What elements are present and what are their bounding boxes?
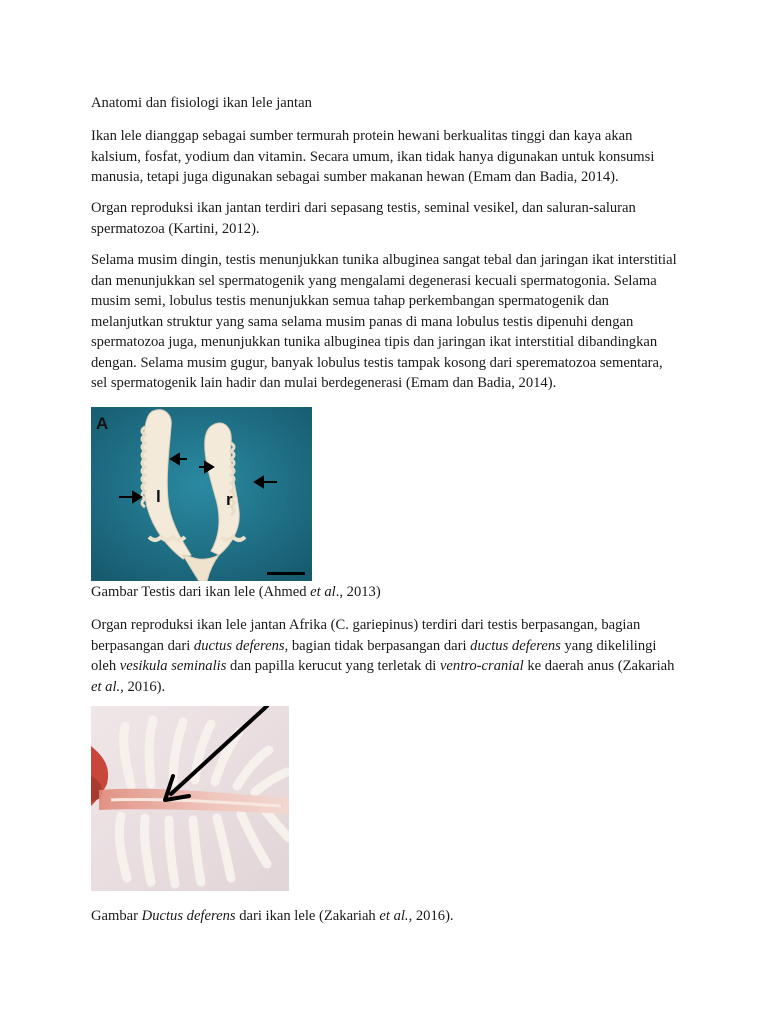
paragraph-2: Organ reproduksi ikan jantan terdiri dari sepasang testis, seminal vesikel, dan saluran-saluran spermatozoa (Kartini, 2012).	[91, 200, 636, 237]
panel-label: A	[96, 414, 109, 433]
document-title: Anatomi dan fisiologi ikan lele jantan	[91, 95, 312, 111]
ductus-deferens-figure	[91, 706, 289, 891]
paragraph-4: Organ reproduksi ikan lele jantan Afrika (C. gariepinus) terdiri dari testis berpasangan, bagian berpasangan dari ductus deferens, bagian tidak berpasangan dari ductus deferens yang dikelilingi oleh vesikula seminalis dan papilla kerucut yang terletak di ventro-cranial ke daerah anus (Zakariah et al., 2016).	[91, 617, 675, 695]
right-label: r	[226, 490, 233, 509]
ductus-deferens-illustration	[91, 706, 289, 891]
paragraph-3: Selama musim dingin, testis menunjukkan tunika albuginea sangat tebal dan jaringan ikat interstitial dan menunjukkan sel spermatogenik yang mengalami degenerasi kecuali spermatogonia. Selama musim semi, lobulus testis menunjukkan semua tahap perkembangan spermatogenik dan melanjutkan struktur yang sama selama musim panas di mana lobulus testis dipenuhi dengan spermatozoa juga, menunjukkan tunika albuginea tipis dan jaringan ikat interstitial dibandingkan dengan. Selama musim gugur, banyak lobulus testis tampak kosong dari sperematozoa sementara, sel spermatogenik lain hadir dan mulai berdegenerasi (Emam dan Badia, 2014).	[91, 252, 677, 391]
left-label: l	[156, 487, 161, 506]
paragraph-1: Ikan lele dianggap sebagai sumber termurah protein hewani berkualitas tinggi dan kaya akan kalsium, fosfat, yodium dan vitamin. Secara umum, ikan tidak hanya digunakan untuk konsumsi manusia, tetapi juga digunakan sebagai sumber makanan hewan (Emam dan Badia, 2014).	[91, 128, 655, 185]
testis-figure	[91, 407, 312, 581]
figure-2-caption: Gambar Ductus deferens dari ikan lele (Zakariah et al., 2016).	[91, 908, 454, 924]
figure-1-caption: Gambar Testis dari ikan lele (Ahmed et al., 2013)	[91, 584, 381, 600]
testis-illustration	[91, 407, 312, 581]
